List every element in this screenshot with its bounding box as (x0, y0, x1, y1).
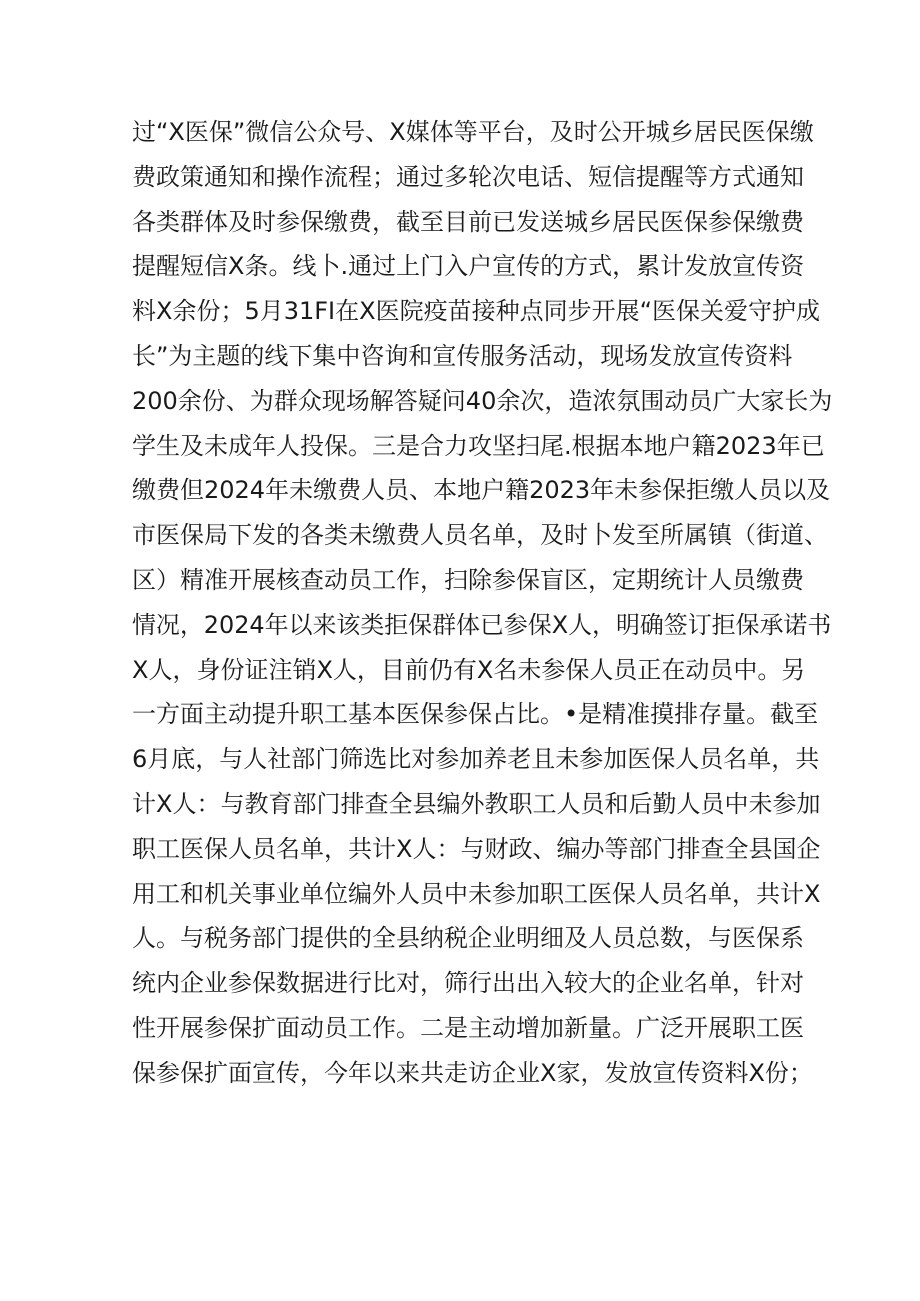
text-line: 过“X医保”微信公众号、X媒体等平台，及时公开城乡居民医保缴 (132, 118, 814, 146)
text-line: 统内企业参保数据进行比对，筛行出出入较大的企业名单，针对 (132, 969, 804, 998)
text-line: X人，身份证注销X人，目前仍有X名未参保人员正在动员中。另 (132, 655, 806, 684)
text-line: 长”为主题的线下集中咨询和宣传服务活动，现场发放宣传资料 (132, 341, 793, 370)
text-line: 保参保扩面宣传，今年以来共走访企业X家，发放宣传资料X份； (132, 1058, 813, 1087)
text-line: 计X人：与教育部门排查全县编外教职工人员和后勤人员中未参加 (132, 789, 821, 818)
text-line: 各类群体及时参保缴费，截至目前已发送城乡居民医保参保缴费 (132, 207, 804, 236)
text-line: 学生及未成年人投保。三是合力攻坚扫尾.根据本地户籍2023年已 (132, 431, 825, 460)
text-line: 性开展参保扩面动员工作。二是主动增加新量。广泛开展职工医 (132, 1013, 804, 1042)
text-line: 提醒短信X条。线卜.通过上门入户宣传的方式，累计发放宣传资 (132, 252, 805, 281)
text-line: 缴费但2024年未缴费人员、本地户籍2023年未参保拒缴人员以及 (132, 476, 831, 505)
text-line: 人。与税务部门提供的全县纳税企业明细及人员总数，与医保系 (132, 924, 804, 953)
text-line: 区）精准开展核查动员工作，扫除参保盲区，定期统计人员缴费 (132, 565, 804, 594)
text-line: 费政策通知和操作流程；通过多轮次电话、短信提醒等方式通知 (132, 162, 804, 191)
text-line: 职工医保人员名单，共计X人：与财政、编办等部门排查全县国企 (132, 834, 821, 863)
text-line: 一方面主动提升职工基本医保参保占比。•是精准摸排存量。截至 (132, 700, 819, 729)
text-line: 市医保局下发的各类未缴费人员名单，及时卜发至所属镇（街道、 (132, 521, 828, 550)
text-line: 料X余份；5月31FI在X医院疫苗接种点同步开展“医保关爱守护成 (132, 297, 821, 326)
text-line: 情况，2024年以来该类拒保群体已参保X人，明确签订拒保承诺书 (132, 610, 832, 639)
body-paragraph (132, 110, 832, 1096)
text-line: 用工和机关事业单位编外人员中未参加职工医保人员名单，共计X (132, 879, 821, 908)
text-line: 6月底，与人社部门筛选比对参加养老且未参加医保人员名单，共 (132, 745, 820, 774)
text-line: 200余份、为群众现场解答疑问40余次，造浓氛围动员广大家长为 (132, 386, 833, 415)
